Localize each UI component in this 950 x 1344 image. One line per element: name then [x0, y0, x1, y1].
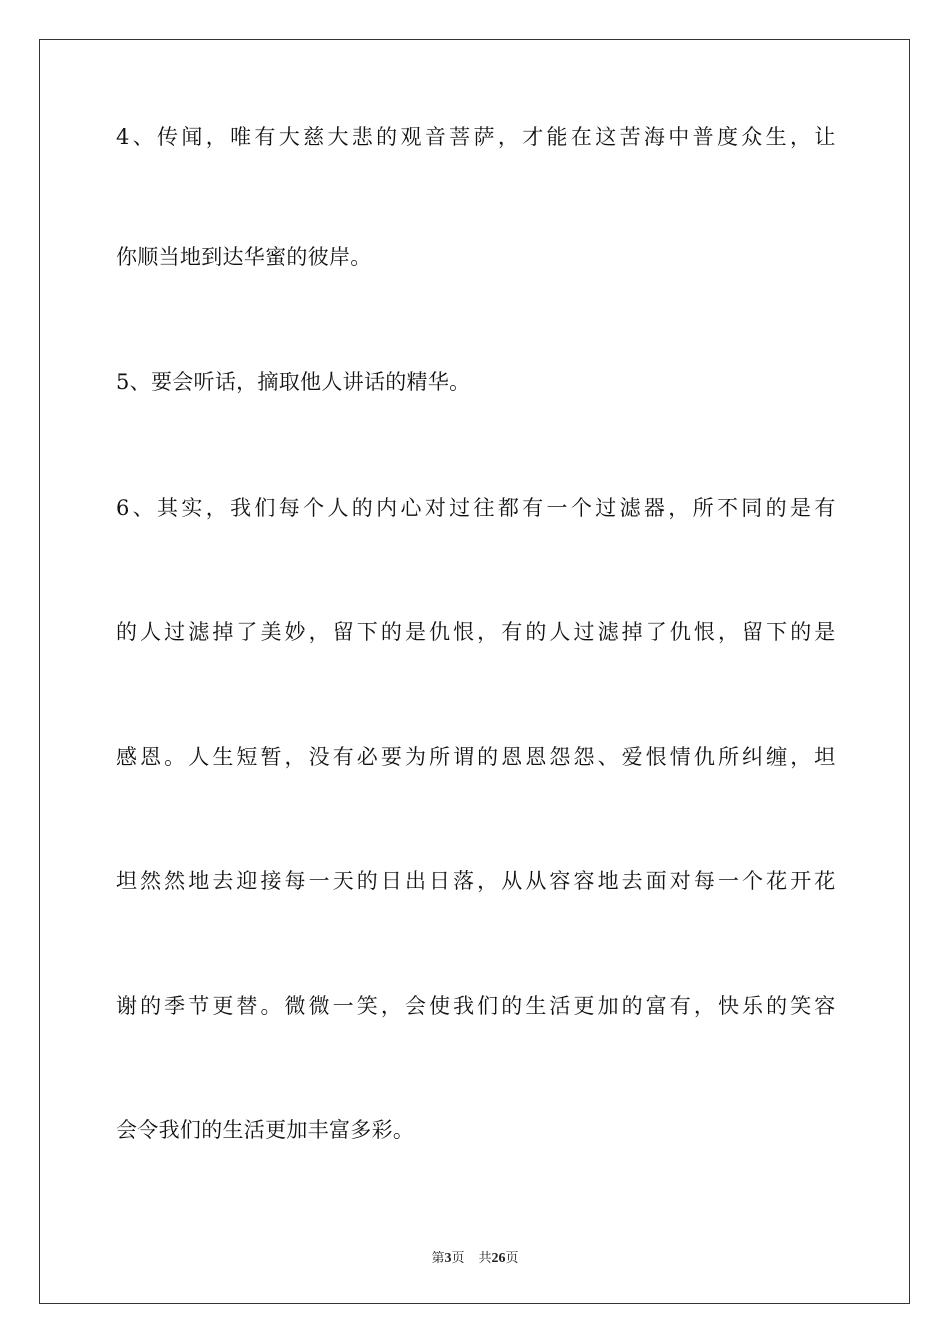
- page-footer: [0, 1247, 950, 1267]
- text-line: 谢 的 季 节 更 替 。 微 微 一 笑 ， 会 使 我 们 的 生 活 更 加 的 富 有 ， 快 乐 的 笑 容: [116, 994, 836, 1018]
- text-line: 坦 然 然 地 去 迎 接 每 一 天 的 日 出 日 落 ， 从 从 容 容 地 去 面 对 每 一 个 花 开 花: [116, 869, 836, 893]
- text-line: 6 、 其 实 ， 我 们 每 个 人 的 内 心 对 过 往 都 有 一 个 过 滤 器 ， 所 不 同 的 是 有: [116, 496, 836, 520]
- text-line: 你顺当地到达华蜜的彼岸。: [116, 245, 372, 269]
- footer-total-prefix: 共: [478, 1251, 492, 1266]
- text-line: 会令我们的生活更加丰富多彩。: [116, 1118, 415, 1142]
- footer-page-suffix: 页: [451, 1251, 465, 1266]
- text-line: 5、要会听话，摘取他人讲话的精华。: [116, 370, 471, 394]
- text-line: 感 恩 。 人 生 短 暂 ， 没 有 必 要 为 所 谓 的 恩 恩 怨 怨 、 爱 恨 情 仇 所 纠 缠 ， 坦: [116, 745, 836, 769]
- footer-page-prefix: 第: [431, 1251, 445, 1266]
- footer-total-suffix: 页: [505, 1251, 519, 1266]
- footer-total-pages: 26: [491, 1251, 506, 1266]
- text-line: 4 、 传 闻 ， 唯 有 大 慈 大 悲 的 观 音 菩 萨 ， 才 能 在 这 苦 海 中 普 度 众 生 ， 让: [116, 125, 836, 149]
- footer-page-number: 3: [444, 1251, 452, 1266]
- text-line: 的 人 过 滤 掉 了 美 妙 ， 留 下 的 是 仇 恨 ， 有 的 人 过 滤 掉 了 仇 恨 ， 留 下 的 是: [116, 620, 836, 644]
